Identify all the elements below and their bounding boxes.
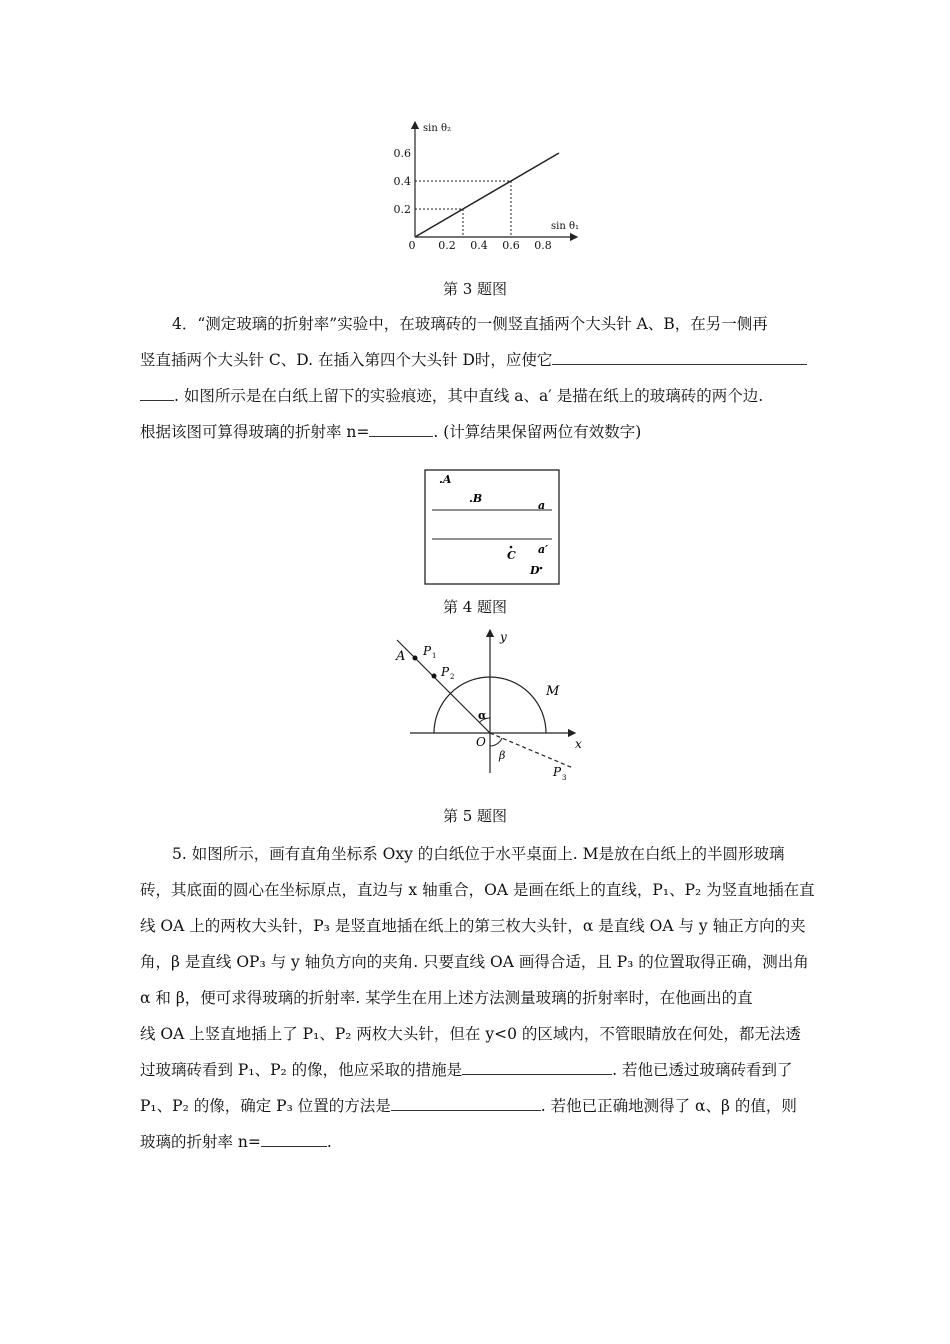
f3-xtick-label: 0 [408,239,416,252]
f4-point-D [540,567,543,570]
q5-line-2: 砖，其底面的圆心在坐标原点，直边与 x 轴重合，OA 是画在纸上的直线，P₁、P₂ 为竖直地插在直 [140,881,815,899]
question-4 [140,306,812,450]
q4-line2: 竖直插两个大头针 C、D. 在插入第四个大头针 D时，应使它 [140,351,553,369]
q5-line7-end: . 若他已透过玻璃砖看到了 [612,1061,793,1079]
f3-series-line [415,153,559,237]
f5-label-P3: P [553,765,562,779]
q5-blank-1[interactable] [462,1056,612,1075]
f5-label-P1: P [423,644,432,658]
figure5-caption: 第 5 题图 [442,807,508,825]
f4-label-A: .A [439,473,452,486]
f5-label-P3-sub: 3 [562,774,567,782]
f5-label-P2-sub: 2 [450,673,455,681]
f3-xtick-label: 0.6 [502,239,520,252]
q4-line1: “测定玻璃的折射率”实验中，在玻璃砖的一侧竖直插两个大头针 A、B，在另一侧再 [197,315,768,333]
q4-line4-end: . (计算结果保留两位有效数字) [433,423,642,441]
q4-line3: . 如图所示是在白纸上留下的实验痕迹，其中直线 a、a′ 是描在纸上的玻璃砖的两个边. [174,387,764,405]
f3-ytick-label: 0.6 [393,147,411,160]
q5-blank-3[interactable] [261,1128,327,1147]
f5-line-OA [397,640,490,733]
q5-line-6: 线 OA 上竖直地插上了 P₁、P₂ 两枚大头针，但在 y<0 的区域内，不管眼睛放在何处，都无法透 [140,1025,801,1043]
f5-label-y: y [500,630,507,644]
f5-label-O: O [476,735,486,749]
q4-blank-1a[interactable] [552,346,807,365]
figure5-diagram [385,625,600,790]
f4-point-C [510,546,513,549]
figure4-caption: 第 4 题图 [442,598,508,616]
f3-y-axis-label: sin θ₂ [423,123,451,134]
q5-line9-end: . [326,1133,332,1151]
figure4-diagram [420,467,565,589]
q4-blank-2[interactable] [369,418,433,437]
f3-xtick-label: 0.4 [470,239,488,252]
f3-ytick-label: 0.4 [393,175,411,188]
f4-label-a: a [538,499,546,512]
f5-pin-P2 [432,674,437,679]
q5-line8-end: . 若他已正确地测得了 α、β 的值，则 [540,1097,797,1115]
q5-line8-start: P₁、P₂ 的像，确定 P₃ 位置的方法是 [140,1097,391,1115]
f4-label-B: .B [469,492,483,505]
q4-number: 4． [172,315,198,333]
f4-label-D: D [530,564,540,577]
f3-x-axis-label: sin θ₁ [551,221,579,232]
q5-line-4: 角，β 是直线 OP₃ 与 y 轴负方向的夹角. 只要直线 OA 画得合适，且 P₃ 的位置取得正确，测出角 [140,953,809,971]
f5-label-M: M [546,684,560,699]
q4-blank-1b[interactable] [140,382,174,401]
figure3-caption: 第 3 题图 [442,280,508,298]
figure3-chart [380,118,600,258]
f4-label-a-prime: a′ [538,543,549,556]
question-5 [140,836,815,1160]
q5-blank-2[interactable] [391,1092,541,1111]
f5-label-A: A [396,649,406,664]
f3-ytick-label: 0.2 [393,203,411,216]
f5-label-x: x [575,737,582,751]
q5-line9-start: 玻璃的折射率 n= [140,1133,261,1151]
f5-label-P2: P [441,665,450,679]
f5-label-alpha: α [478,709,487,722]
q5-line-1: 5. 如图所示，画有直角坐标系 Oxy 的白纸位于水平桌面上. M是放在白纸上的半圆形玻璃 [172,845,785,863]
q5-line-5: α 和 β，便可求得玻璃的折射率. 某学生在用上述方法测量玻璃的折射率时，在他画出的直 [140,989,753,1007]
q5-line-3: 线 OA 上的两枚大头针，P₃ 是竖直地插在纸上的第三枚大头针，α 是直线 OA 与 y 轴正方向的夹 [140,917,806,935]
f3-xtick-label: 0.2 [438,239,456,252]
f3-xtick-label: 0.8 [534,239,552,252]
q5-line7-start: 过玻璃砖看到 P₁、P₂ 的像，他应采取的措施是 [140,1061,463,1079]
f5-label-P1-sub: 1 [432,652,437,660]
q4-line4-start: 根据该图可算得玻璃的折射率 n= [140,423,370,441]
f5-pin-P1 [413,656,418,661]
f5-label-beta: β [499,749,506,762]
f4-label-C: C [507,549,516,562]
